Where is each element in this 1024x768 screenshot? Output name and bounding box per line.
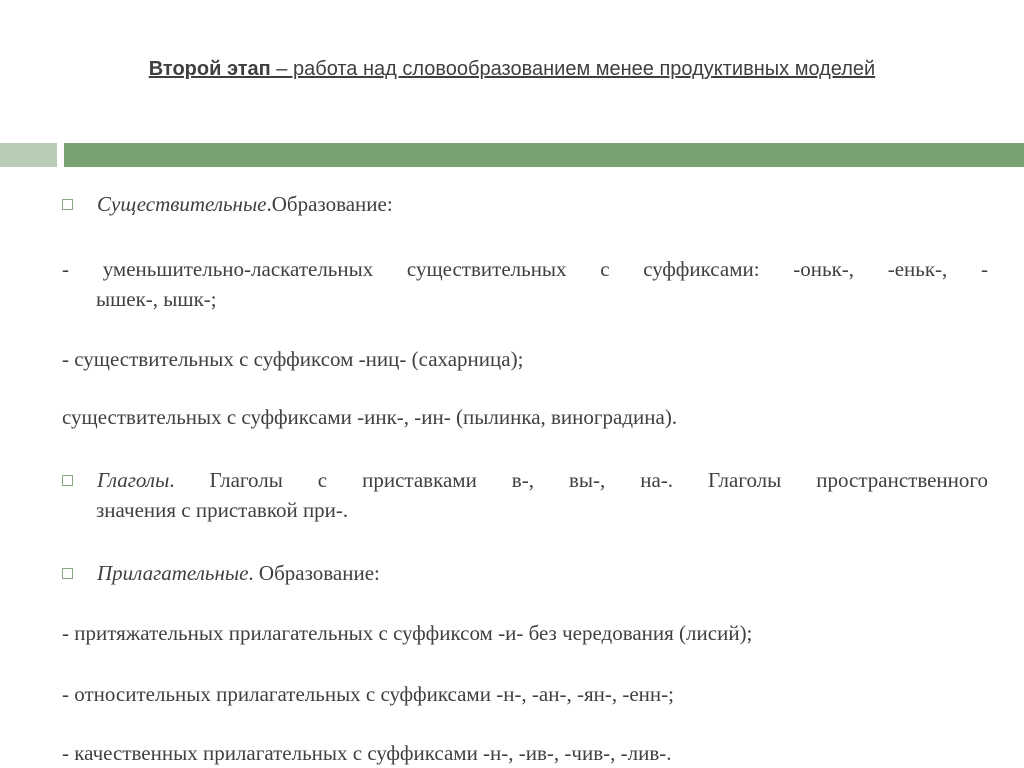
bullet-square-icon — [62, 568, 73, 579]
bullet-nouns-label: Существительные — [97, 192, 267, 216]
line-possessive: - притяжательных прилагательных с суффиксом -и- без чередования (лисий); — [62, 621, 753, 645]
bullet-adjectives — [97, 559, 988, 588]
slide-title — [0, 58, 1024, 81]
line-diminutive-cont: ышек-, ышк-; — [96, 287, 217, 311]
line-ink-suffix: существительных с суффиксами -инк-, -ин- (пылинка, виноградина). — [62, 405, 678, 429]
accent-bar-main — [64, 143, 1024, 167]
slide-title-rest: – работа над словообразованием менее продуктивных моделей — [270, 58, 876, 80]
bullet-adjectives-text: . Образование: — [248, 561, 380, 585]
bullet-square-icon — [62, 199, 73, 210]
line-relative: - относительных прилагательных с суффиксами -н-, -ан-, -ян-, -енн-; — [62, 682, 674, 706]
bullet-verbs-label: Глаголы — [97, 468, 170, 492]
bullet-verbs-text: . Глаголы с приставками в-, вы-, на-. Глаголы пространственного — [169, 468, 988, 492]
accent-bar-left — [0, 143, 57, 167]
line-diminutive: - уменьшительно-ласкательных существительных с суффиксами: -оньк-, -еньк-, - — [62, 257, 988, 281]
bullet-nouns — [97, 190, 988, 219]
line-qualitative: - качественных прилагательных с суффиксами -н-, -ив-, -чив-, -лив-. — [62, 741, 672, 765]
bullet-nouns-text: .Образование: — [266, 192, 393, 216]
line-nits-suffix: - существительных с суффиксом -ниц- (сахарница); — [62, 347, 524, 371]
slide-title-bold: Второй этап — [148, 58, 271, 80]
bullet-verbs — [97, 466, 988, 495]
bullet-adjectives-label: Прилагательные — [97, 561, 249, 585]
bullet-verbs-cont: значения с приставкой при-. — [96, 498, 349, 522]
bullet-square-icon — [62, 475, 73, 486]
